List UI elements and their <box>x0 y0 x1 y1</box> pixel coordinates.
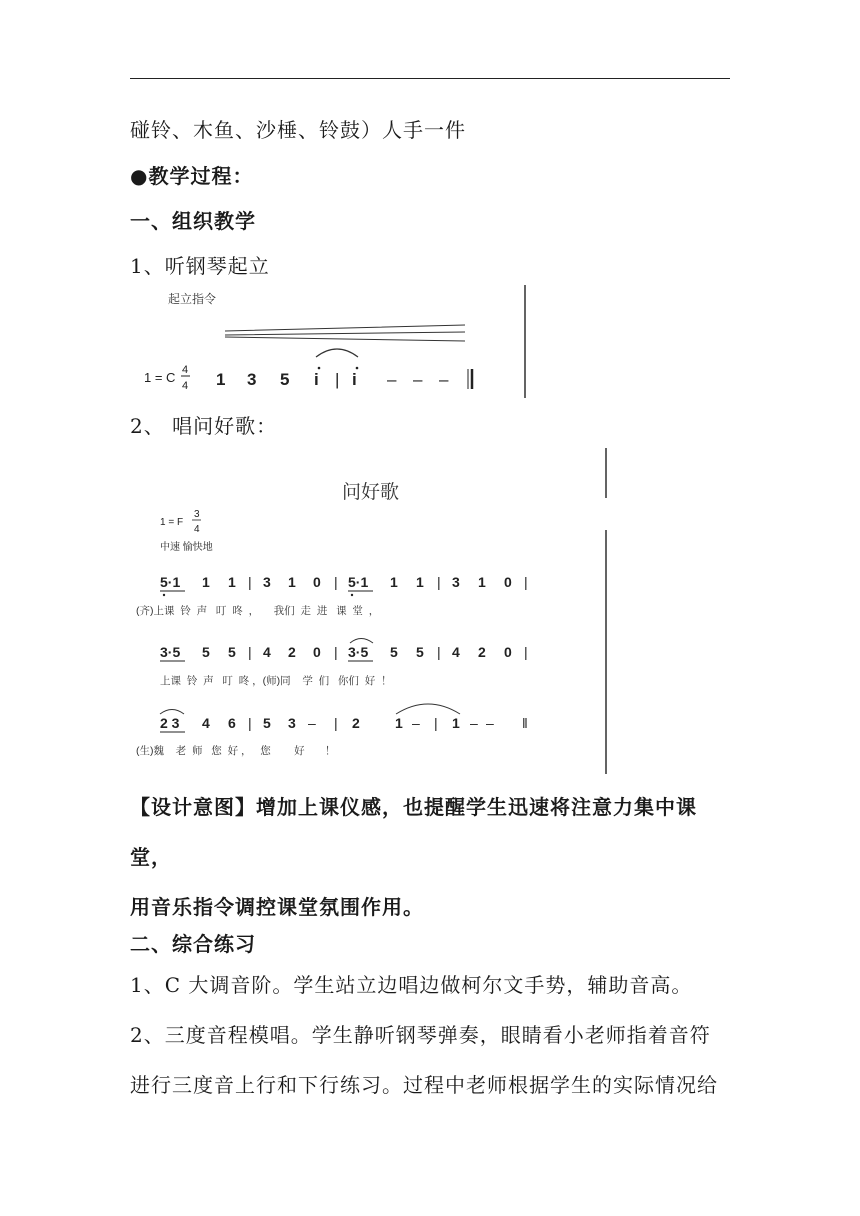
svg-text:4: 4 <box>452 644 460 660</box>
item2-text: 2、 唱问好歌： <box>130 414 278 438</box>
svg-text:–: – <box>470 715 478 731</box>
svg-text:5: 5 <box>228 644 236 660</box>
svg-text:1: 1 <box>478 574 486 590</box>
svg-text:2: 2 <box>478 644 486 660</box>
svg-text:0: 0 <box>504 644 512 660</box>
materials-line: 碰铃、木鱼、沙棰、铃鼓）人手一件 <box>130 118 466 142</box>
score1-barline: | <box>335 370 340 389</box>
svg-text:|: | <box>248 644 252 660</box>
svg-text:|: | <box>437 644 441 660</box>
svg-text:‖: ‖ <box>522 715 528 731</box>
svg-text:3: 3 <box>452 574 460 590</box>
svg-text:3: 3 <box>263 574 271 590</box>
section2-title: 二、综合练习 <box>130 932 256 956</box>
practice-list <box>130 960 730 1110</box>
svg-text:0: 0 <box>313 644 321 660</box>
svg-text:5: 5 <box>416 644 424 660</box>
score2-row2-lyrics: 上课 铃 声 叮 咚 ，(师)同 学 们 你们 好 ！ <box>160 675 392 687</box>
design-intent <box>130 782 730 932</box>
svg-text:|: | <box>524 574 528 590</box>
svg-text:1: 1 <box>288 574 296 590</box>
score1-title: 起立指令 <box>168 292 217 306</box>
svg-text:0: 0 <box>504 574 512 590</box>
practice2-text-b: 进行三度音上行和下行练习。过程中老师根据学生的实际情况给 <box>130 1073 718 1097</box>
design-intent-line1: 【设计意图】增加上课仪感，也提醒学生迅速将注意力集中课堂， <box>130 795 697 869</box>
svg-text:4: 4 <box>263 644 271 660</box>
score1-note: 5 <box>280 370 290 389</box>
svg-text:1: 1 <box>390 574 398 590</box>
score2-row1-lyrics: (齐)上课 铃 声 叮 咚 ， 我们 走 进 课 堂 ， <box>136 605 380 617</box>
svg-text:4: 4 <box>202 715 210 731</box>
svg-text:|: | <box>248 715 252 731</box>
svg-text:5: 5 <box>390 644 398 660</box>
score2-time-top: 3 <box>194 509 200 520</box>
header-rule <box>130 78 730 79</box>
svg-text:2 3: 2 3 <box>160 715 180 731</box>
svg-text:1: 1 <box>395 715 403 731</box>
svg-text:|: | <box>524 644 528 660</box>
svg-text:3·5: 3·5 <box>348 644 369 660</box>
svg-text:5: 5 <box>263 715 271 731</box>
svg-text:|: | <box>334 574 338 590</box>
score1-dash: – <box>413 370 423 389</box>
svg-text:|: | <box>334 644 338 660</box>
svg-text:5: 5 <box>202 644 210 660</box>
score1-dash: – <box>439 370 449 389</box>
score1-time-top: 4 <box>182 364 189 376</box>
score2-title: 问好歌 <box>342 482 400 503</box>
svg-text:–: – <box>486 715 494 731</box>
score1-note: 3 <box>247 370 257 389</box>
score2-row3-lyrics: (生)魏 老 师 您 好 ， 您 好 ！ <box>136 745 336 757</box>
score1-time-bottom: 4 <box>182 380 189 392</box>
score1-note: i <box>314 370 319 389</box>
svg-text:|: | <box>434 715 438 731</box>
score2-key: 1 = F <box>160 517 184 528</box>
teaching-process-heading: ●教学过程： <box>130 164 254 188</box>
svg-text:–: – <box>412 715 420 731</box>
svg-text:6: 6 <box>228 715 236 731</box>
score-greeting-song <box>130 448 610 774</box>
score1-note: 1 <box>216 370 226 389</box>
svg-text:3·5: 3·5 <box>160 644 181 660</box>
practice2-text-a: 2、三度音程模唱。学生静听钢琴弹奏，眼睛看小老师指着音符 <box>130 1023 711 1047</box>
svg-text:|: | <box>334 715 338 731</box>
score1-note: i <box>352 370 357 389</box>
item1-text: 1、听钢琴起立 <box>130 254 270 278</box>
practice1-text: 1、C 大调音阶。学生站立边唱边做柯尔文手势，辅助音高。 <box>130 973 693 997</box>
design-intent-line2: 用音乐指令调控课堂氛围作用。 <box>130 895 424 919</box>
svg-text:|: | <box>248 574 252 590</box>
svg-text:2: 2 <box>288 644 296 660</box>
score-rise-command <box>130 285 530 398</box>
svg-text:1: 1 <box>228 574 236 590</box>
svg-text:5·1: 5·1 <box>160 574 181 590</box>
svg-text:5·1: 5·1 <box>348 574 369 590</box>
svg-text:1: 1 <box>452 715 460 731</box>
score1-dash: – <box>387 370 397 389</box>
svg-text:1: 1 <box>202 574 210 590</box>
score2-tempo: 中速 愉快地 <box>160 542 213 553</box>
svg-text:|: | <box>437 574 441 590</box>
svg-text:–: – <box>308 715 316 731</box>
svg-text:0: 0 <box>313 574 321 590</box>
score2-time-bottom: 4 <box>194 524 200 535</box>
score1-key: 1 = C <box>144 370 176 385</box>
svg-text:3: 3 <box>288 715 296 731</box>
svg-text:2: 2 <box>352 715 360 731</box>
section1-title: 一、组织教学 <box>130 209 256 233</box>
svg-text:1: 1 <box>416 574 424 590</box>
